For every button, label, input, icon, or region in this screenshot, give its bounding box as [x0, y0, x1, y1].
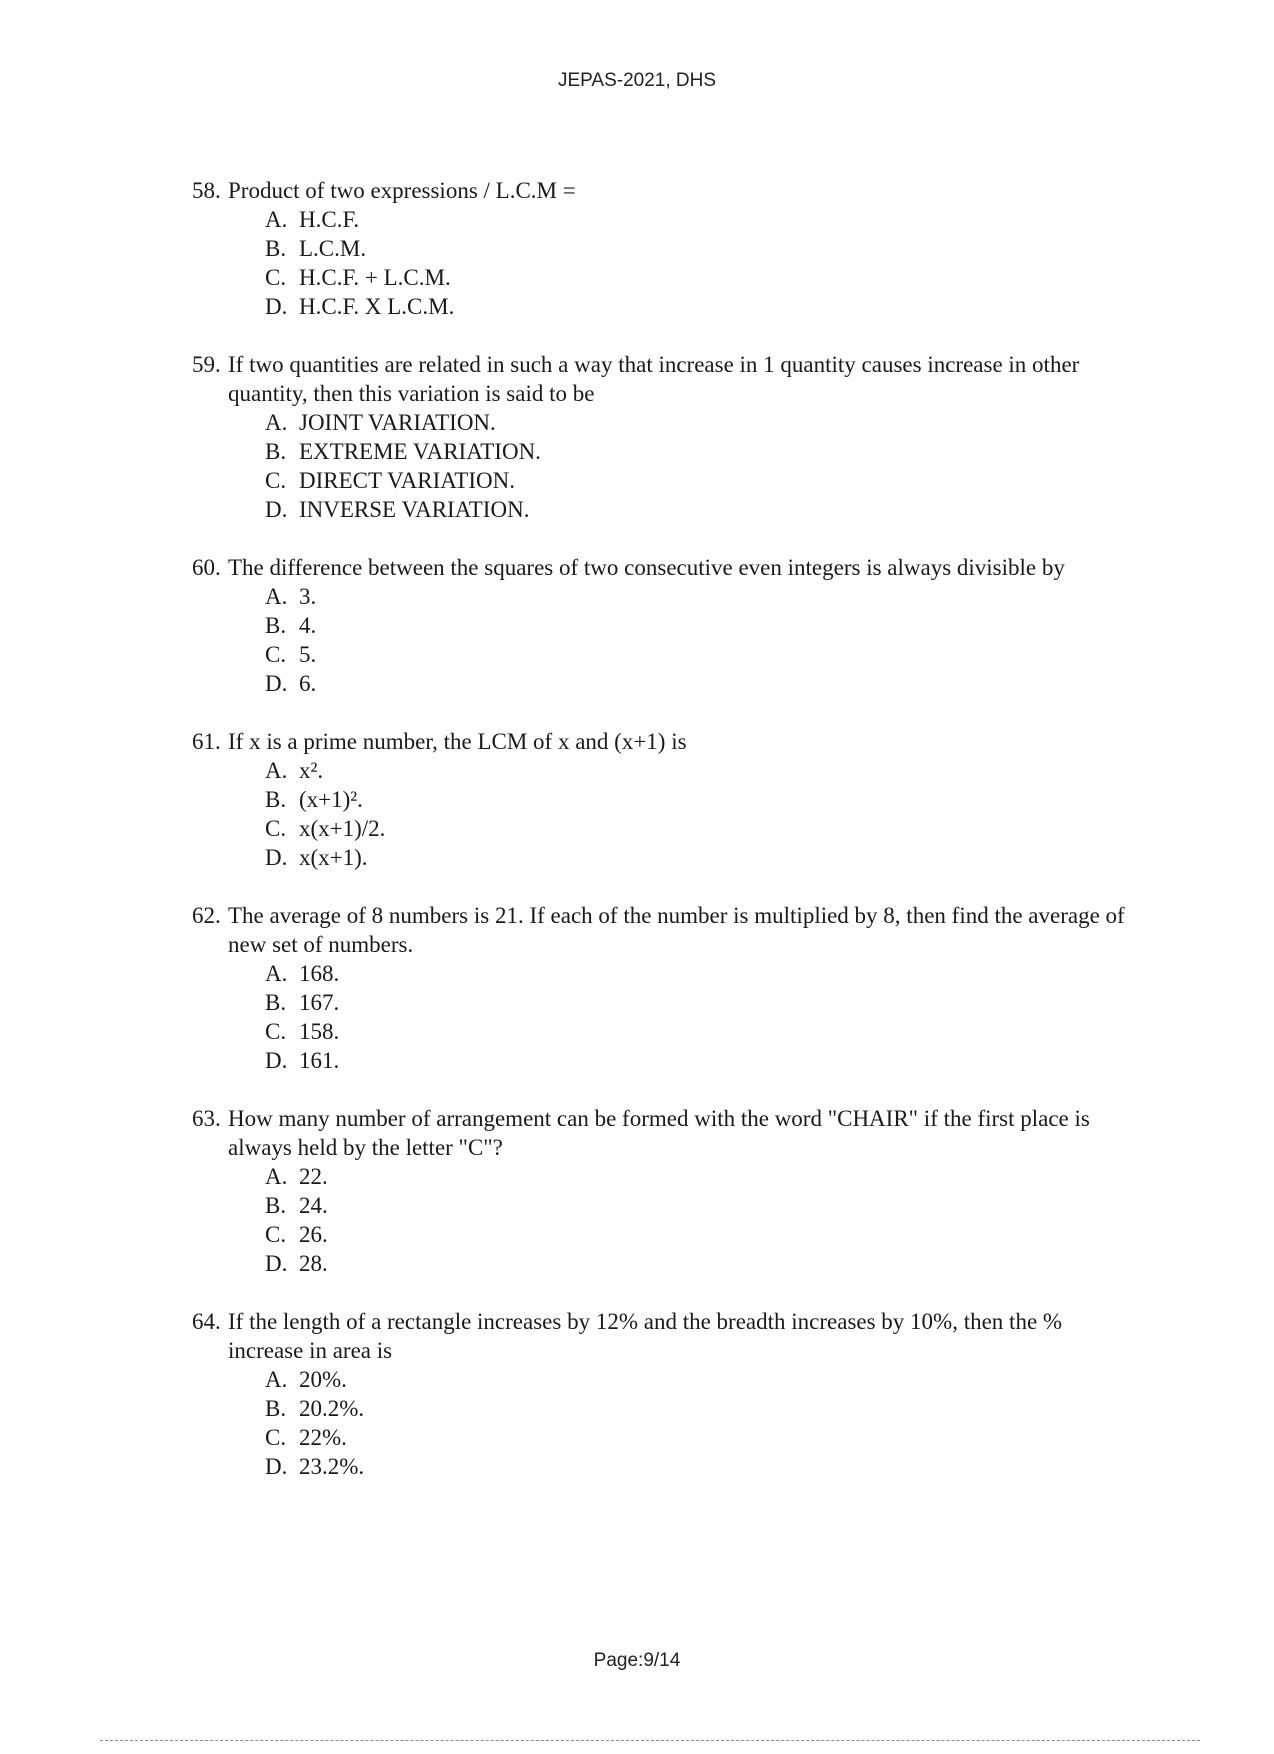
- option-letter: D.: [265, 845, 288, 870]
- option-item: [265, 843, 1132, 872]
- option-item: [265, 437, 1132, 466]
- question-number: 61.: [192, 729, 221, 754]
- question-stem: [192, 176, 1132, 205]
- option-letter: D.: [265, 1048, 288, 1073]
- option-text: x².: [299, 758, 324, 783]
- option-letter: D.: [265, 671, 288, 696]
- option-item: [265, 1017, 1132, 1046]
- option-letter: A.: [265, 961, 288, 986]
- option-letter: B.: [265, 1396, 287, 1421]
- option-item: [265, 611, 1132, 640]
- question-4: [192, 727, 1132, 872]
- option-text: 20%.: [299, 1367, 347, 1392]
- question-stem: [192, 727, 1132, 756]
- option-letter: C.: [265, 265, 287, 290]
- option-list: [192, 1365, 1132, 1481]
- option-item: [265, 1046, 1132, 1075]
- option-text: L.C.M.: [299, 236, 367, 261]
- option-item: [265, 959, 1132, 988]
- option-item: [265, 814, 1132, 843]
- option-text: 26.: [299, 1222, 328, 1247]
- option-text: H.C.F. X L.C.M.: [299, 294, 455, 319]
- option-item: [265, 292, 1132, 321]
- option-text: 161.: [299, 1048, 340, 1073]
- option-list: [192, 959, 1132, 1075]
- option-letter: B.: [265, 613, 287, 638]
- option-item: [265, 1394, 1132, 1423]
- question-stem: [192, 350, 1132, 408]
- question-2: [192, 350, 1132, 524]
- question-stem: [192, 1104, 1132, 1162]
- option-text: 158.: [299, 1019, 340, 1044]
- question-text: How many number of arrangement can be formed with the word "CHAIR" if the first place is always held by the letter "C"?: [228, 1106, 1090, 1160]
- question-1: [192, 176, 1132, 321]
- option-letter: C.: [265, 1425, 287, 1450]
- option-text: 24.: [299, 1193, 328, 1218]
- option-letter: B.: [265, 787, 287, 812]
- option-letter: A.: [265, 1367, 288, 1392]
- question-text: The average of 8 numbers is 21. If each of the number is multiplied by 8, then find the average of new set of numbers.: [228, 903, 1125, 957]
- option-list: [192, 756, 1132, 872]
- option-item: [265, 1249, 1132, 1278]
- question-3: [192, 553, 1132, 698]
- option-text: JOINT VARIATION.: [299, 410, 496, 435]
- option-letter: B.: [265, 439, 287, 464]
- question-list: [192, 176, 1132, 1510]
- option-letter: C.: [265, 816, 287, 841]
- option-item: [265, 466, 1132, 495]
- option-text: 6.: [299, 671, 317, 696]
- question-number: 64.: [192, 1309, 221, 1334]
- option-letter: D.: [265, 497, 288, 522]
- option-letter: B.: [265, 236, 287, 261]
- option-text: 4.: [299, 613, 317, 638]
- question-text: If x is a prime number, the LCM of x and (x+1) is: [228, 729, 687, 754]
- option-text: 5.: [299, 642, 317, 667]
- option-letter: C.: [265, 1222, 287, 1247]
- option-text: 168.: [299, 961, 340, 986]
- option-letter: D.: [265, 1454, 288, 1479]
- option-text: x(x+1)/2.: [299, 816, 386, 841]
- option-text: EXTREME VARIATION.: [299, 439, 541, 464]
- option-text: 22%.: [299, 1425, 347, 1450]
- option-text: DIRECT VARIATION.: [299, 468, 515, 493]
- option-item: [265, 1365, 1132, 1394]
- question-number: 60.: [192, 555, 221, 580]
- option-text: x(x+1).: [299, 845, 368, 870]
- question-text: Product of two expressions / L.C.M =: [228, 178, 576, 203]
- option-item: [265, 1452, 1132, 1481]
- option-text: 20.2%.: [299, 1396, 365, 1421]
- question-text: If the length of a rectangle increases by 12% and the breadth increases by 10%, then the % increase in area is: [228, 1309, 1063, 1363]
- option-letter: B.: [265, 1193, 287, 1218]
- bottom-divider: [100, 1740, 1200, 1741]
- question-7: [192, 1307, 1132, 1481]
- option-text: H.C.F. + L.C.M.: [299, 265, 451, 290]
- option-list: [192, 582, 1132, 698]
- option-letter: C.: [265, 1019, 287, 1044]
- option-letter: A.: [265, 758, 288, 783]
- question-number: 58.: [192, 178, 221, 203]
- question-number: 62.: [192, 903, 221, 928]
- page-number: Page:9/14: [593, 1650, 681, 1671]
- question-text: If two quantities are related in such a way that increase in 1 quantity causes increase in other quantity, then this variation is said to be: [228, 352, 1080, 406]
- question-stem: [192, 901, 1132, 959]
- option-item: [265, 640, 1132, 669]
- option-letter: A.: [265, 1164, 288, 1189]
- option-text: 22.: [299, 1164, 328, 1189]
- option-item: [265, 1220, 1132, 1249]
- option-text: 3.: [299, 584, 317, 609]
- option-item: [265, 408, 1132, 437]
- option-item: [265, 234, 1132, 263]
- option-item: [265, 1191, 1132, 1220]
- page-header: JEPAS-2021, DHS: [557, 70, 717, 91]
- question-5: [192, 901, 1132, 1075]
- option-item: [265, 756, 1132, 785]
- option-text: (x+1)².: [299, 787, 363, 812]
- question-stem: [192, 553, 1132, 582]
- option-text: 167.: [299, 990, 340, 1015]
- question-text: The difference between the squares of two consecutive even integers is always divisible by: [228, 555, 1065, 580]
- option-item: [265, 263, 1132, 292]
- option-letter: A.: [265, 584, 288, 609]
- option-item: [265, 988, 1132, 1017]
- option-text: H.C.F.: [299, 207, 360, 232]
- option-item: [265, 669, 1132, 698]
- option-list: [192, 408, 1132, 524]
- option-letter: D.: [265, 294, 288, 319]
- question-number: 63.: [192, 1106, 221, 1131]
- option-text: 23.2%.: [299, 1454, 365, 1479]
- option-letter: C.: [265, 642, 287, 667]
- option-list: [192, 1162, 1132, 1278]
- option-item: [265, 785, 1132, 814]
- question-number: 59.: [192, 352, 221, 377]
- option-list: [192, 205, 1132, 321]
- option-item: [265, 1423, 1132, 1452]
- option-text: INVERSE VARIATION.: [299, 497, 530, 522]
- option-item: [265, 495, 1132, 524]
- option-letter: B.: [265, 990, 287, 1015]
- option-text: 28.: [299, 1251, 328, 1276]
- option-item: [265, 205, 1132, 234]
- option-item: [265, 582, 1132, 611]
- option-item: [265, 1162, 1132, 1191]
- option-letter: A.: [265, 410, 288, 435]
- option-letter: D.: [265, 1251, 288, 1276]
- option-letter: C.: [265, 468, 287, 493]
- question-6: [192, 1104, 1132, 1278]
- question-stem: [192, 1307, 1132, 1365]
- option-letter: A.: [265, 207, 288, 232]
